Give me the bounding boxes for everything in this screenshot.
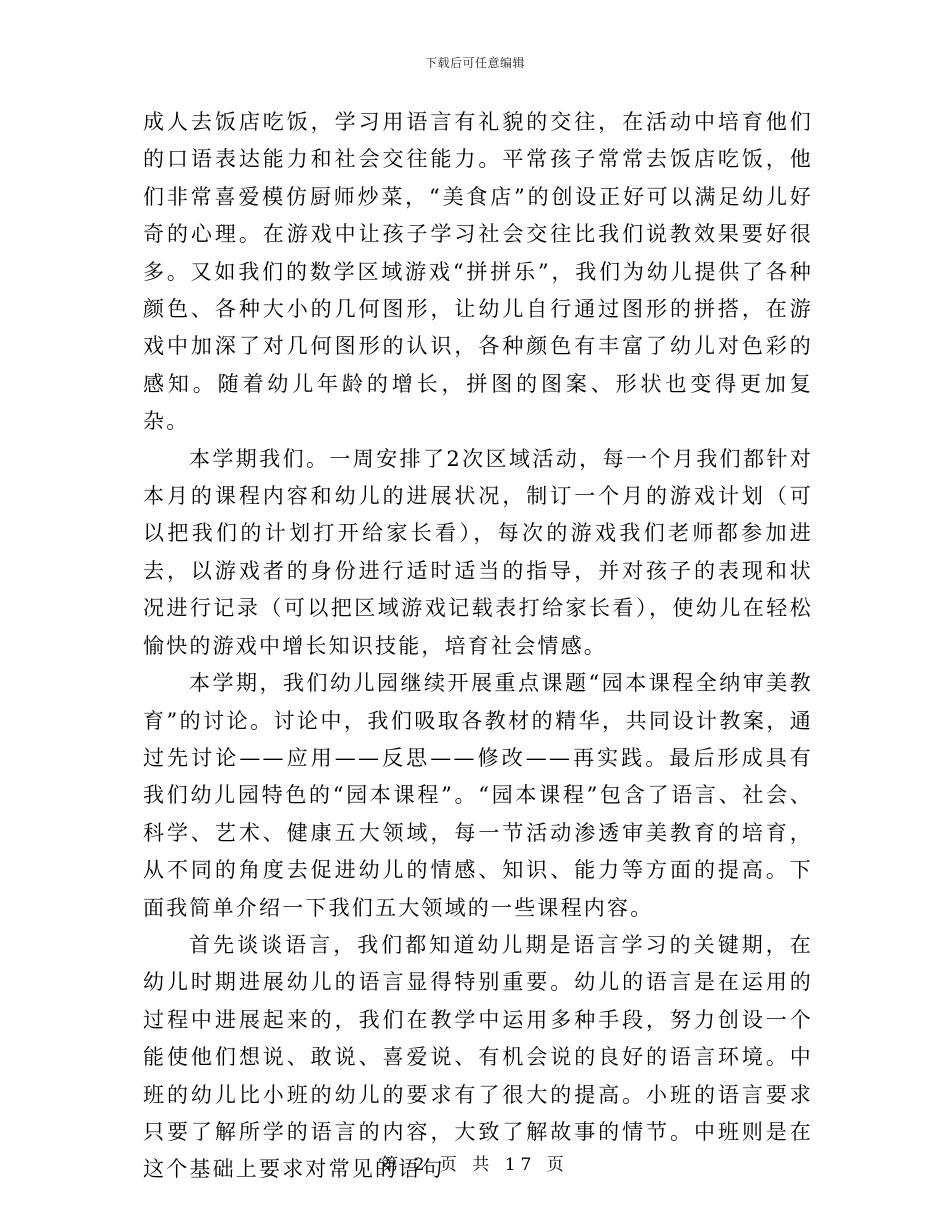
body-paragraph-continued: 成人去饭店吃饭，学习用语言有礼貌的交往，在活动中培育他们的口语表达能力和社会交往能力。平常孩子常常去饭店吃饭，他们非常喜爱模仿厨师炒菜，“美食店”的创设正好可以满足幼儿好奇的心理。在游戏中让孩子学习社会交往比我们说教效果要好很多。又如我们的数学区域游戏“拼拼乐”，我们为幼儿提供了各种颜色、各种大小的几何图形，让幼儿自行通过图形的拼搭，在游戏中加深了对几何图形的认识，各种颜色有丰富了幼儿对色彩的感知。随着幼儿年龄的增长，拼图的图案、形状也变得更加复杂。	[143, 110, 813, 434]
body-paragraph-language: 首先谈谈语言，我们都知道幼儿期是语言学习的关键期，在幼儿时期进展幼儿的语言显得特别重要。幼儿的语言是在运用的过程中进展起来的，我们在教学中运用多种手段，努力创设一个能使他们想说、敢说、喜爱说、有机会说的良好的语言环境。中班的幼儿比小班的幼儿的要求有了很大的提高。小班的语言要求只要了解所学的语言的内容，大致了解故事的情节。中班则是在这个基础上要求对常见的语句	[143, 932, 813, 1182]
page-number-footer: 第 2 页 共 17 页	[381, 1155, 569, 1175]
body-paragraph-curriculum: 本学期，我们幼儿园继续开展重点课题“园本课程全纳审美教育”的讨论。讨论中，我们吸取各教材的精华，共同设计教案，通过先讨论——应用——反思——修改——再实践。最后形成具有我们幼儿园特色的“园本课程”。“园本课程”包含了语言、社会、科学、艺术、健康五大领域，每一节活动渗透审美教育的培育，从不同的角度去促进幼儿的情感、知识、能力等方面的提高。下面我简单介绍一下我们五大领域的一些课程内容。	[143, 671, 813, 920]
body-paragraph-schedule: 本学期我们。一周安排了2次区域活动，每一个月我们都针对本月的课程内容和幼儿的进展状况，制订一个月的游戏计划（可以把我们的计划打开给家长看），每次的游戏我们老师都参加进去，以游戏者的身份进行适时适当的指导，并对孩子的表现和状况进行记录（可以把区域游戏记载表打给家长看），使幼儿在轻松愉快的游戏中增长知识技能，培育社会情感。	[143, 446, 813, 658]
page-header: 下载后可任意编辑	[424, 56, 525, 70]
document-body	[143, 104, 813, 1189]
